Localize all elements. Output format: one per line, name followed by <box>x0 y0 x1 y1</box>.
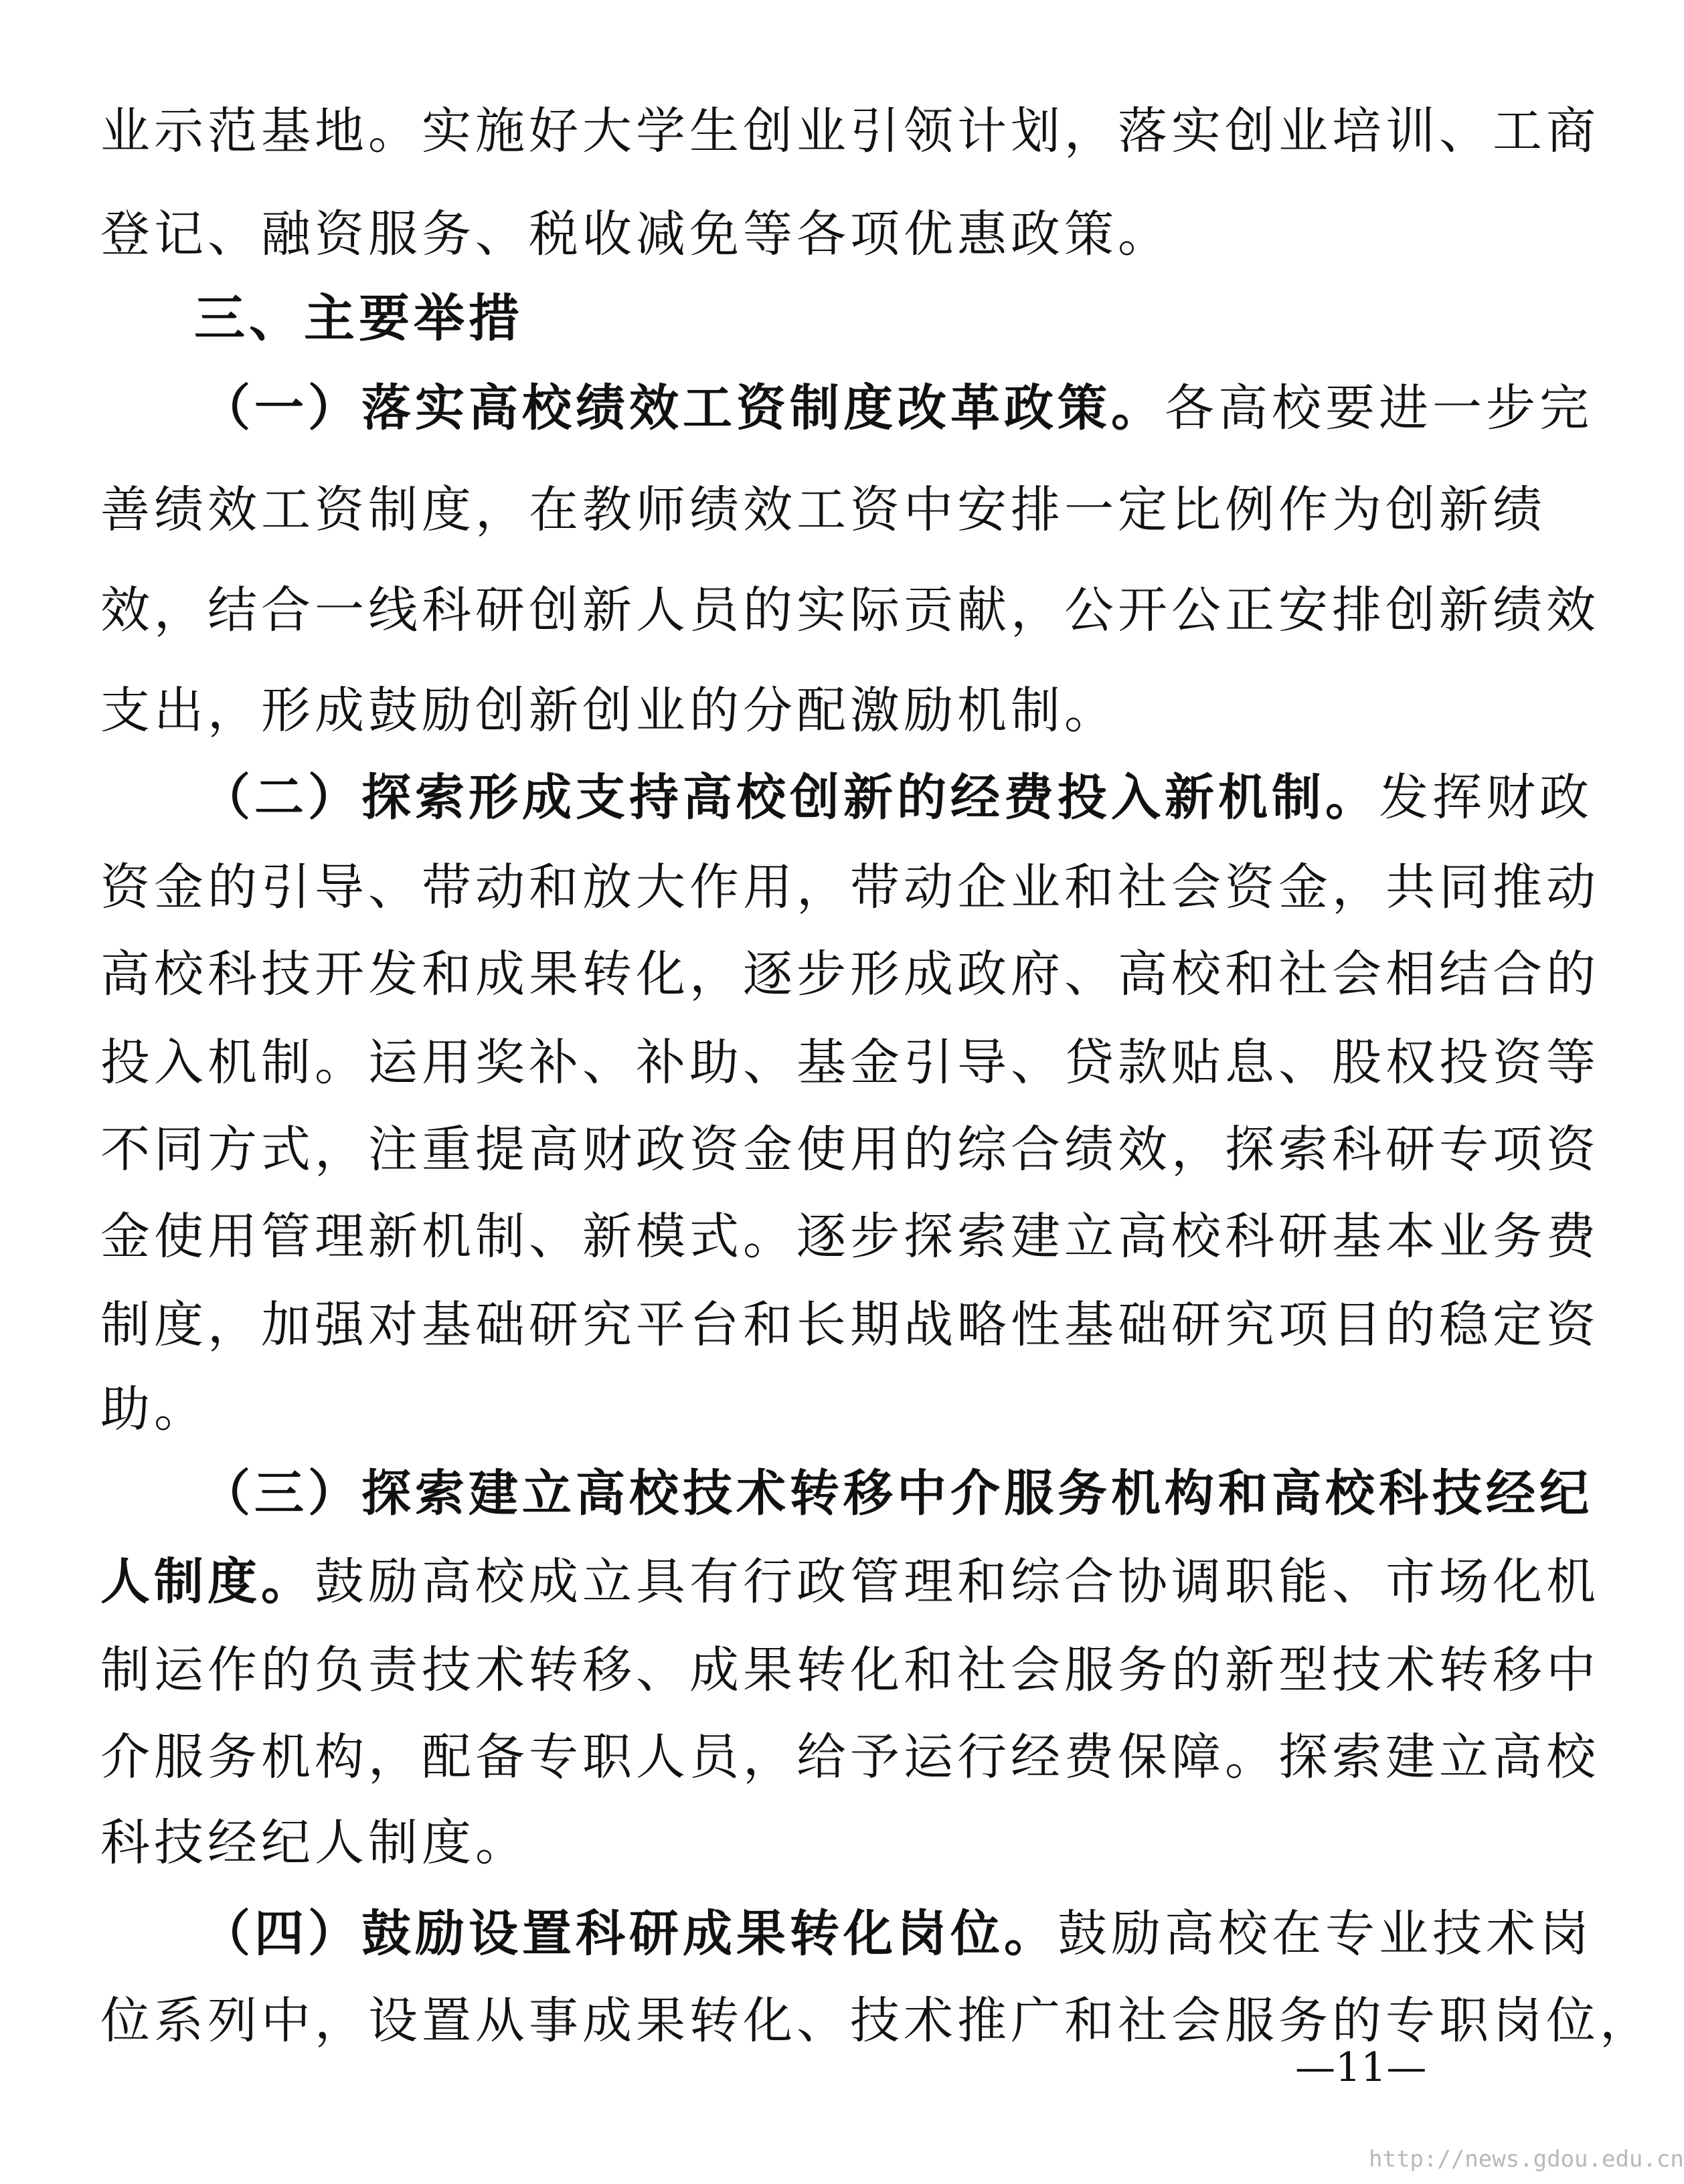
text-line: 资金的引导、带动和放大作用，带动企业和社会资金，共同推动 <box>100 858 1600 916</box>
paragraph-heading: （四）鼓励设置科研成果转化岗位。 <box>201 1905 1058 1963</box>
text-line: 登记、融资服务、税收减免等各项优惠政策。 <box>100 205 1171 263</box>
text-line: 投入机制。运用奖补、补助、基金引导、贷款贴息、股权投资等 <box>100 1034 1600 1091</box>
section-heading: 三、主要举措 <box>194 288 523 348</box>
paragraph-heading: （二）探索形成支持高校创新的经费投入新机制。 <box>201 769 1379 826</box>
text-line: 人制度。鼓励高校成立具有行政管理和综合协调职能、市场化机 <box>100 1553 1600 1611</box>
text-line: 位系列中，设置从事成果转化、技术推广和社会服务的专职岗位， <box>100 1992 1653 2050</box>
paragraph-first-line: （一）落实高校绩效工资制度改革政策。各高校要进一步完 <box>201 379 1593 437</box>
text-line: 支出，形成鼓励创新创业的分配激励机制。 <box>100 682 1118 739</box>
text-line: 善绩效工资制度，在教师绩效工资中安排一定比例作为创新绩 <box>100 481 1546 539</box>
watermark-url: http://news.gdou.edu.cn <box>1369 2146 1684 2173</box>
text-line: 业示范基地。实施好大学生创业引领计划，落实创业培训、工商 <box>100 102 1600 160</box>
text-line: 不同方式，注重提高财政资金使用的综合绩效，探索科研专项资 <box>100 1121 1600 1178</box>
text-line: 金使用管理新机制、新模式。逐步探索建立高校科研基本业务费 <box>100 1208 1600 1265</box>
text-line: 助。 <box>100 1380 207 1438</box>
paragraph-first-line: （二）探索形成支持高校创新的经费投入新机制。发挥财政 <box>201 769 1593 826</box>
text-line: 效，结合一线科研创新人员的实际贡献，公开公正安排创新绩效 <box>100 581 1600 639</box>
text-line: 科技经纪人制度。 <box>100 1814 529 1872</box>
paragraph-heading: 人制度。 <box>100 1553 315 1611</box>
text-line: 介服务机构，配备专职人员，给予运行经费保障。探索建立高校 <box>100 1728 1600 1786</box>
text-line: 高校科技开发和成果转化，逐步形成政府、高校和社会相结合的 <box>100 945 1600 1003</box>
text-line: 制度，加强对基础研究平台和长期战略性基础研究项目的稳定资 <box>100 1296 1600 1354</box>
page-number: —11— <box>1295 2044 1427 2091</box>
paragraph-first-line <box>100 1461 1593 1526</box>
paragraph-heading: （三）探索建立高校技术转移中介服务机构和高校科技经纪 <box>201 1465 1593 1522</box>
text-line: 制运作的负责技术转移、成果转化和社会服务的新型技术转移中 <box>100 1641 1600 1699</box>
paragraph-first-line: （四）鼓励设置科研成果转化岗位。鼓励高校在专业技术岗 <box>201 1905 1593 1963</box>
paragraph-heading: （一）落实高校绩效工资制度改革政策。 <box>201 379 1165 437</box>
